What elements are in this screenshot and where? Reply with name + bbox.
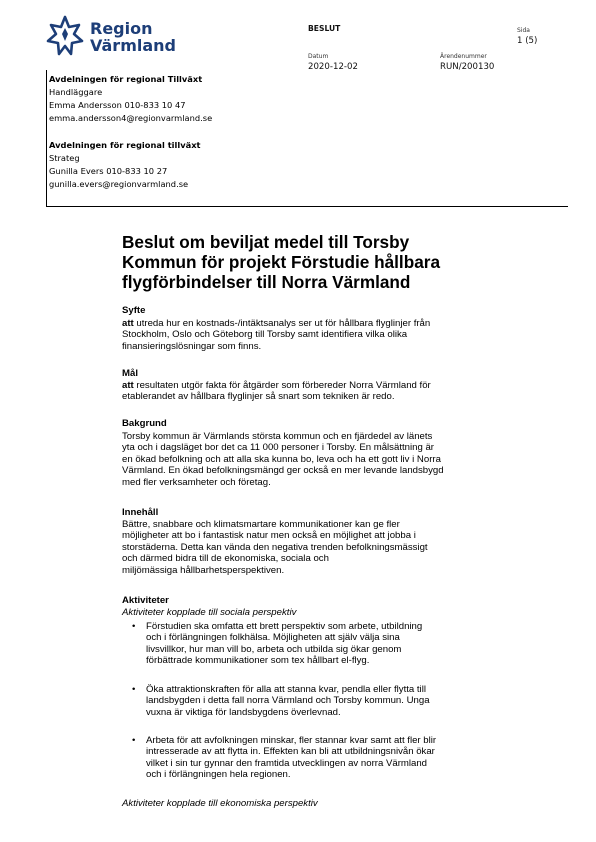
innehall-paragraph [122, 519, 428, 576]
contact-role: Strateg [49, 153, 80, 163]
text-line: Arbeta för att avfolkningen minskar, fler stannar kvar samt att fler blir [146, 735, 437, 746]
contact-role: Handläggare [49, 87, 103, 97]
text-line: utreda hur en kostnads-/intäktsanalys ser ut för hållbara flyglinjer från [133, 318, 431, 329]
case-number-value: RUN/200130 [440, 62, 495, 72]
bullet-item [132, 735, 437, 781]
section-heading-aktiviteter: Aktiviteter [122, 595, 169, 606]
contact-name-phone: Gunilla Evers 010-833 10 27 [49, 166, 168, 176]
document-title [122, 232, 542, 292]
text-line: möjligheter att bo i fantastisk natur men också en möjlighet att jobba i [122, 530, 416, 542]
bullet-icon: • [132, 684, 136, 695]
date-value: 2020-12-02 [308, 62, 358, 72]
subheading-social: Aktiviteter kopplade till sociala perspektiv [122, 607, 297, 618]
header-divider [46, 206, 568, 207]
att-keyword: att [122, 380, 134, 391]
title-line: Beslut om beviljat medel till Torsby [122, 232, 410, 252]
bullet-icon: • [132, 621, 136, 632]
text-line: landsbygden i detta fall norra Värmland och Torsby kommun. Unga [146, 695, 430, 707]
text-line: livsvillkor, hur man vill bo, arbeta och utbilda sig ökar genom [146, 643, 402, 655]
bakgrund-paragraph [122, 431, 444, 488]
subheading-economic: Aktiviteter kopplade till ekonomiska perspektiv [122, 798, 318, 809]
text-line: vuxna är viktiga för landsbygdens överlevnad. [146, 706, 341, 718]
section-heading-bakgrund: Bakgrund [122, 418, 167, 429]
document-type: BESLUT [308, 24, 341, 33]
contact-name-phone: Emma Andersson 010-833 10 47 [49, 100, 186, 110]
text-line: med fler verksamheter och företag. [122, 476, 271, 488]
text-line: en ökad befolkning och att alla ska kunna bo, leva och ha ett gott liv i Norra [122, 453, 441, 465]
case-number-label: Ärendenummer [440, 53, 487, 60]
bullet-item [132, 684, 430, 718]
mal-paragraph [122, 380, 431, 403]
text-line: vilket i sin tur gynnar den framtida utvecklingen av norra Värmland [146, 757, 428, 769]
bullet-item [132, 621, 423, 667]
contact-department: Avdelningen för regional tillväxt [49, 140, 201, 150]
contact-email: gunilla.evers@regionvarmland.se [49, 179, 189, 189]
text-line: och i förlängningen hela regionen. [146, 769, 291, 781]
date-label: Datum [308, 53, 329, 60]
text-line: intresserade av att flytta in. Effekten kan bli att utbildningsnivån ökar [146, 746, 435, 758]
text-line: Stockholm, Oslo och Göteborg till Torsby samt identifiera vilka olika [122, 329, 408, 341]
text-line: miljömässiga hållbarhetsperspektiven. [122, 564, 285, 576]
contact-email: emma.andersson4@regionvarmland.se [49, 113, 213, 123]
text-line: storstäderna. Detta kan vända den negativa trenden befolkningsmässigt [122, 541, 428, 553]
text-line: förbättrade kommunikationer som tex hållbart el-flyg. [146, 655, 370, 667]
logo-line-1: Region [90, 19, 153, 38]
page-label: Sida [517, 27, 530, 34]
region-varmland-logo [46, 14, 196, 62]
contact-department: Avdelningen för regional Tillväxt [49, 74, 203, 84]
text-line: Öka attraktionskraften för alla att stanna kvar, pendla eller flytta till [146, 684, 426, 695]
contact-2 [49, 139, 201, 191]
text-line: Torsby kommun är Värmlands största kommun och en fjärdedel av länets [122, 431, 433, 442]
text-line: och därmed bidra till de ekonomiska, sociala och [122, 553, 329, 565]
section-heading-mal: Mål [122, 368, 138, 379]
syfte-paragraph [122, 318, 430, 352]
text-line: yta och i dagsläget bor det ca 11 000 personer i Torsby. En målsättning är [122, 442, 434, 454]
att-keyword: att [122, 318, 134, 329]
text-line: etablerandet av hållbara flyglinjer så snart som tekniken är redo. [122, 391, 395, 403]
section-heading-innehall: Innehåll [122, 507, 159, 518]
flower-logo-icon [46, 14, 84, 58]
contact-1 [49, 73, 212, 125]
contacts-block [46, 70, 213, 207]
text-line: Förstudien ska omfatta ett brett perspektiv som arbete, utbildning [146, 621, 423, 632]
page-number: 1 (5) [517, 36, 538, 46]
text-line: och i förlängningen folkhälsa. Möjligheten att själv välja sina [146, 632, 400, 644]
title-line: flygförbindelser till Norra Värmland [122, 272, 411, 292]
logo-line-2: Värmland [90, 36, 176, 55]
text-line: resultaten utgör fakta för åtgärder som förbereder Norra Värmland för [133, 380, 431, 391]
text-line: finansieringslösningar som finns. [122, 340, 262, 352]
bullet-icon: • [132, 735, 136, 746]
text-line: Bättre, snabbare och klimatsmartare kommunikationer kan ge fler [122, 519, 400, 530]
text-line: Värmland. En ökad befolkningsmängd ger också en mer levande landsbygd [122, 465, 444, 477]
title-line: Kommun för projekt Förstudie hållbara [122, 252, 441, 272]
section-heading-syfte: Syfte [122, 305, 146, 316]
